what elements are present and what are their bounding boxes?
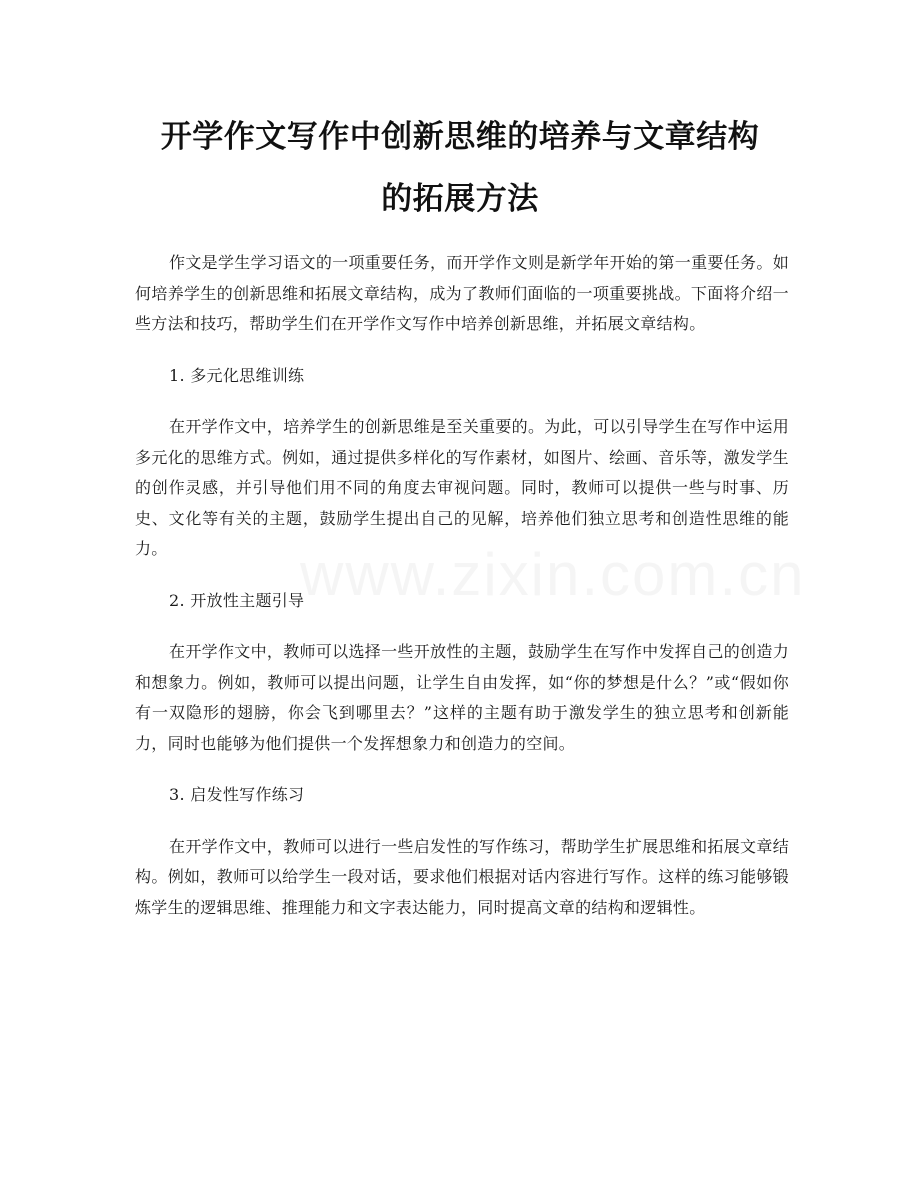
watermark: www.zixin.com.cn: [300, 541, 806, 608]
section-paragraph-3: 在开学作文中，教师可以进行一些启发性的写作练习，帮助学生扩展思维和拓展文章结构。例如，教师可以给学生一段对话，要求他们根据对话内容进行写作。这样的练习能够锻炼学生的逻辑思维、推理能力和文字表达能力，同时提高文章的结构和逻辑性。: [135, 836, 789, 917]
page-title: [120, 106, 800, 230]
intro-paragraph: 作文是学生学习语文的一项重要任务，而开学作文则是新学年开始的第一重要任务。如何培养学生的创新思维和拓展文章结构，成为了教师们面临的一项重要挑战。下面将介绍一些方法和技巧，帮助学生们在开学作文写作中培养创新思维，并拓展文章结构。: [135, 253, 789, 333]
section-heading-1: 1. 多元化思维训练: [169, 365, 305, 385]
section-heading-2: 2. 开放性主题引导: [169, 590, 305, 610]
title-line-1: 开学作文写作中创新思维的培养与文章结构: [160, 119, 760, 155]
section-paragraph-2: 在开学作文中，教师可以选择一些开放性的主题，鼓励学生在写作中发挥自己的创造力和想象力。例如，教师可以提出问题，让学生自由发挥，如“你的梦想是什么？”或“假如你有一双隐形的翅膀，你会飞到哪里去？”这样的主题有助于激发学生的独立思考和创新能力，同时也能够为他们提供一个发挥想象力和创造力的空间。: [135, 642, 789, 753]
title-line-2: 的拓展方法: [381, 181, 539, 217]
section-heading-3: 3. 启发性写作练习: [169, 785, 305, 804]
document-body: [135, 248, 806, 944]
section-paragraph-1: 在开学作文中，培养学生的创新思维是至关重要的。为此，可以引导学生在写作中运用多元化的思维方式。例如，通过提供多样化的写作素材，如图片、绘画、音乐等，激发学生的创作灵感，并引导他们用不同的角度去审视问题。同时，教师可以提供一些与时事、历史、文化等有关的主题，鼓励学生提出自己的见解，培养他们独立思考和创造性思维的能力。: [135, 417, 789, 558]
